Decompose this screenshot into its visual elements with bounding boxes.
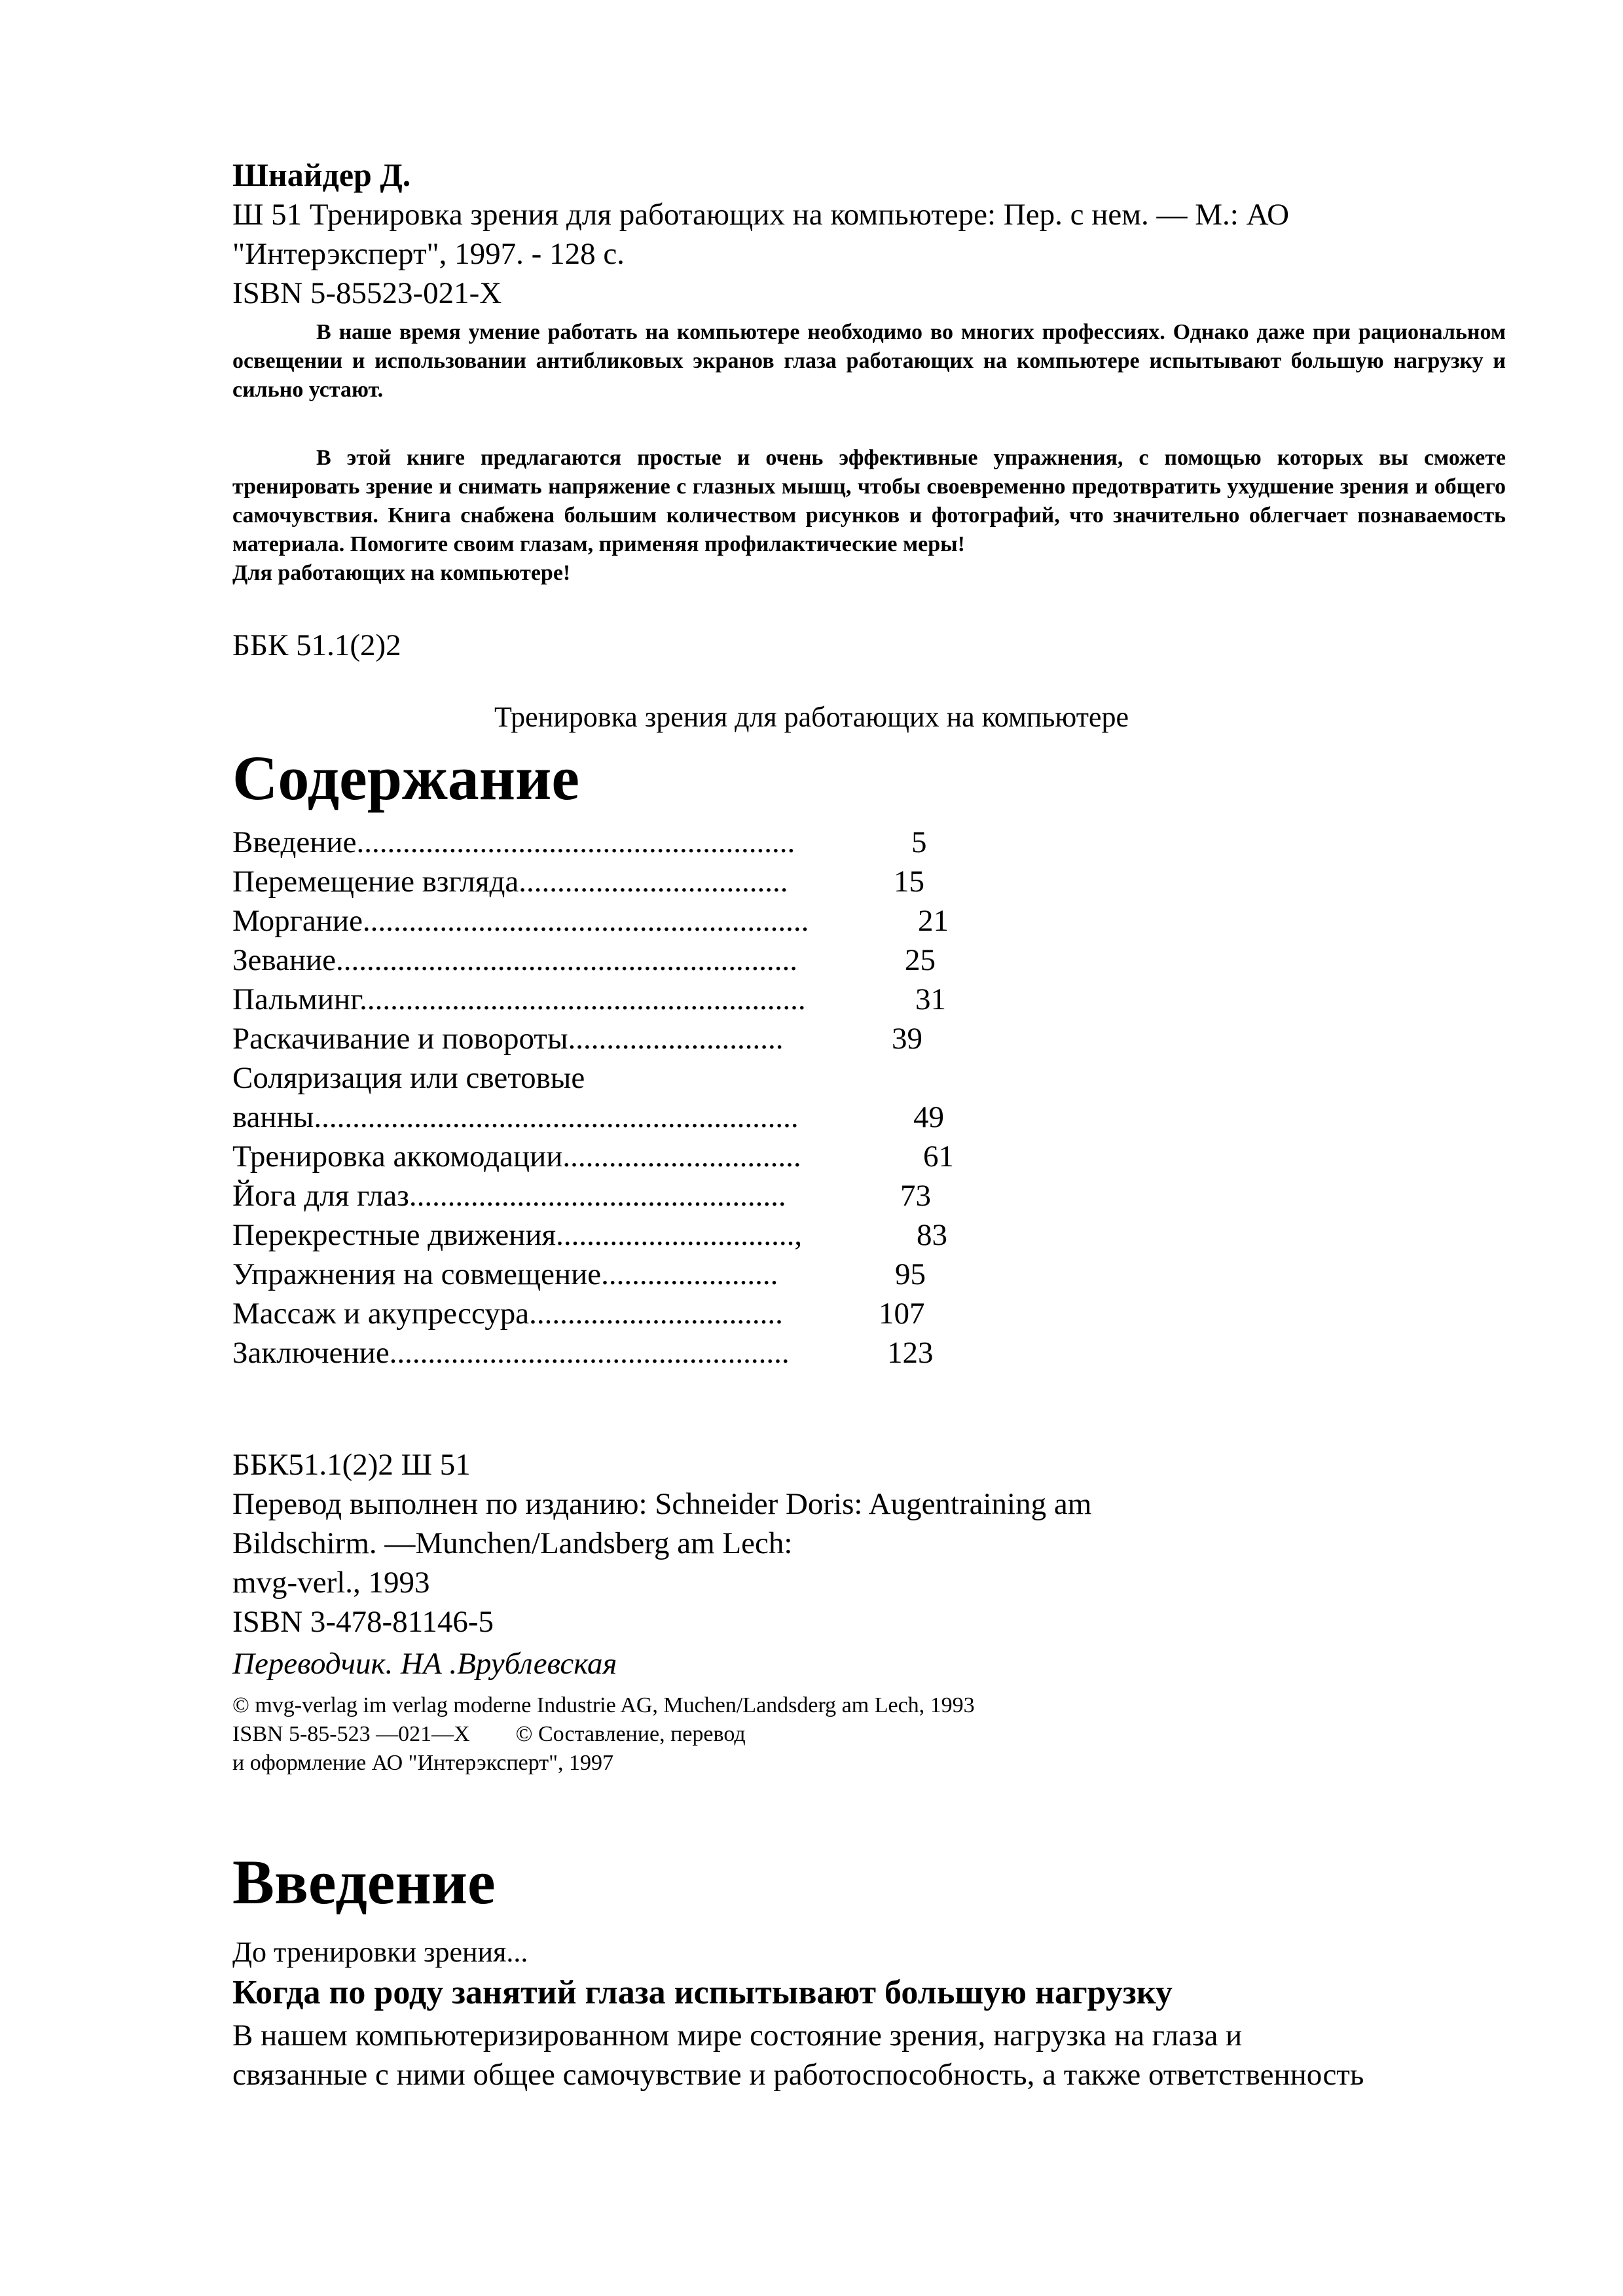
- bib-line-2: "Интерэксперт", 1997. - 128 с.: [232, 237, 625, 271]
- toc-entry: [232, 1137, 1018, 1176]
- toc-entry-page: 49: [913, 1100, 944, 1134]
- bbk-code: ББК 51.1(2)2: [232, 628, 401, 662]
- annotation-text-1: В наше время умение работать на компьютере необходимо во многих профессиях. Однако даже при рациональном освещении и использовании антибликовых экранов глаза работающих на компьютере испытывают большую нагрузку и сильно устают.: [232, 320, 1506, 402]
- toc-entry: [232, 862, 1018, 901]
- toc-entry-label: Раскачивание и повороты............................: [232, 1022, 784, 1056]
- bib-line-1: Ш 51 Тренировка зрения для работающих на компьютере: Пер. с нем. — М.: АО: [232, 198, 1290, 232]
- toc-entry-label: Упражнения на совмещение.......................: [232, 1257, 778, 1291]
- toc-entry-page: 123: [887, 1336, 934, 1370]
- running-head: Тренировка зрения для работающих на компьютере: [494, 701, 1129, 733]
- copyright-original: © mvg-verlag im verlag moderne Industrie AG, Muchen/Landsderg am Lech, 1993: [232, 1693, 975, 1717]
- toc-entry-page: 39: [892, 1022, 922, 1056]
- toc-entry: [232, 1058, 1018, 1098]
- intro-text-line-2: связанные с ними общее самочувствие и работоспособность, а также ответственность: [232, 2058, 1364, 2092]
- imprint-line-2: Перевод выполнен по изданию: Schneider Doris: Augentraining am: [232, 1487, 1092, 1521]
- copyright-ru-line: [232, 1720, 746, 1749]
- toc-entry-label: Заключение....................................................: [232, 1336, 790, 1370]
- toc-entry: [232, 823, 1018, 862]
- intro-subtitle: До тренировки зрения...: [232, 1936, 528, 1968]
- imprint-line-1: ББК51.1(2)2 Ш 51: [232, 1448, 471, 1482]
- toc-entry-page: 31: [915, 982, 946, 1016]
- toc-entry-label: Массаж и акупрессура.................................: [232, 1297, 783, 1331]
- translator-credit: Переводчик. НА .Врублевская: [232, 1647, 617, 1681]
- intro-heading: Когда по роду занятий глаза испытывают большую нагрузку: [232, 1974, 1173, 2011]
- toc-entry: [232, 980, 1018, 1019]
- toc-entry: [232, 1098, 1018, 1137]
- toc-entry: [232, 1294, 1018, 1333]
- toc-entry-page: 5: [911, 825, 927, 859]
- copyright-compilation: © Составление, перевод: [515, 1722, 746, 1746]
- toc-entry-label: Введение.........................................................: [232, 825, 795, 859]
- table-of-contents: [232, 823, 1018, 1372]
- toc-entry: [232, 941, 1018, 980]
- annotation-audience: Для работающих на компьютере!: [232, 561, 571, 585]
- toc-entry: [232, 1215, 1018, 1255]
- toc-entry-page: 73: [900, 1179, 931, 1213]
- toc-entry-label: Перемещение взгляда...................................: [232, 865, 788, 899]
- imprint-line-4: mvg-verl., 1993: [232, 1566, 430, 1600]
- imprint-isbn: ISBN 3-478-81146-5: [232, 1605, 494, 1639]
- toc-entry: [232, 1255, 1018, 1294]
- toc-entry-page: 21: [918, 904, 949, 938]
- toc-entry: [232, 901, 1018, 941]
- author-name: Шнайдер Д.: [232, 156, 411, 193]
- toc-entry-page: 61: [923, 1139, 954, 1174]
- toc-entry-page: 25: [905, 943, 936, 977]
- intro-title: Введение: [232, 1847, 496, 1917]
- copyright-publisher: и оформление АО "Интерэксперт", 1997: [232, 1751, 614, 1775]
- toc-entry-page: 15: [894, 865, 924, 899]
- toc-entry: [232, 1333, 1018, 1372]
- toc-entry: [232, 1176, 1018, 1215]
- toc-entry-label: Перекрестные движения...............................,: [232, 1218, 803, 1252]
- toc-title: Содержание: [232, 743, 579, 813]
- toc-entry: [232, 1019, 1018, 1058]
- toc-entry-page: 83: [917, 1218, 947, 1252]
- imprint-line-3: Bildschirm. —Munchen/Landsberg am Lech:: [232, 1526, 793, 1560]
- toc-entry-label: Зевание............................................................: [232, 943, 798, 977]
- annotation-paragraph-2: [232, 444, 1506, 588]
- toc-entry-page: 107: [879, 1297, 925, 1331]
- toc-entry-label: Тренировка аккомодации...............................: [232, 1139, 801, 1174]
- toc-entry-label: ванны...............................................................: [232, 1100, 799, 1134]
- annotation-text-2: В этой книге предлагаются простые и очень эффективные упражнения, с помощью которых вы сможете тренировать зрение и снимать напряжение с глазных мышц, чтобы своевременно предотвратить ухудшение зрения и общего самочувствия. Книга снабжена большим количеством рисунков и фотографий, что значительно облегчает познаваемость материала. Помогите своим глазам, применяя профилактические меры!: [232, 446, 1506, 556]
- toc-entry-page: 95: [895, 1257, 926, 1291]
- isbn-line: ISBN 5-85523-021-X: [232, 276, 502, 310]
- toc-entry-label: Соляризация или световые: [232, 1061, 585, 1095]
- toc-entry-label: Йога для глаз.................................................: [232, 1179, 786, 1213]
- annotation-paragraph-1: [232, 318, 1506, 404]
- isbn-ru: ISBN 5-85-523 —021—X: [232, 1722, 470, 1746]
- toc-entry-label: Моргание..........................................................: [232, 904, 809, 938]
- toc-entry-label: Пальминг..........................................................: [232, 982, 806, 1016]
- intro-text-line-1: В нашем компьютеризированном мире состояние зрения, нагрузка на глаза и: [232, 2018, 1243, 2053]
